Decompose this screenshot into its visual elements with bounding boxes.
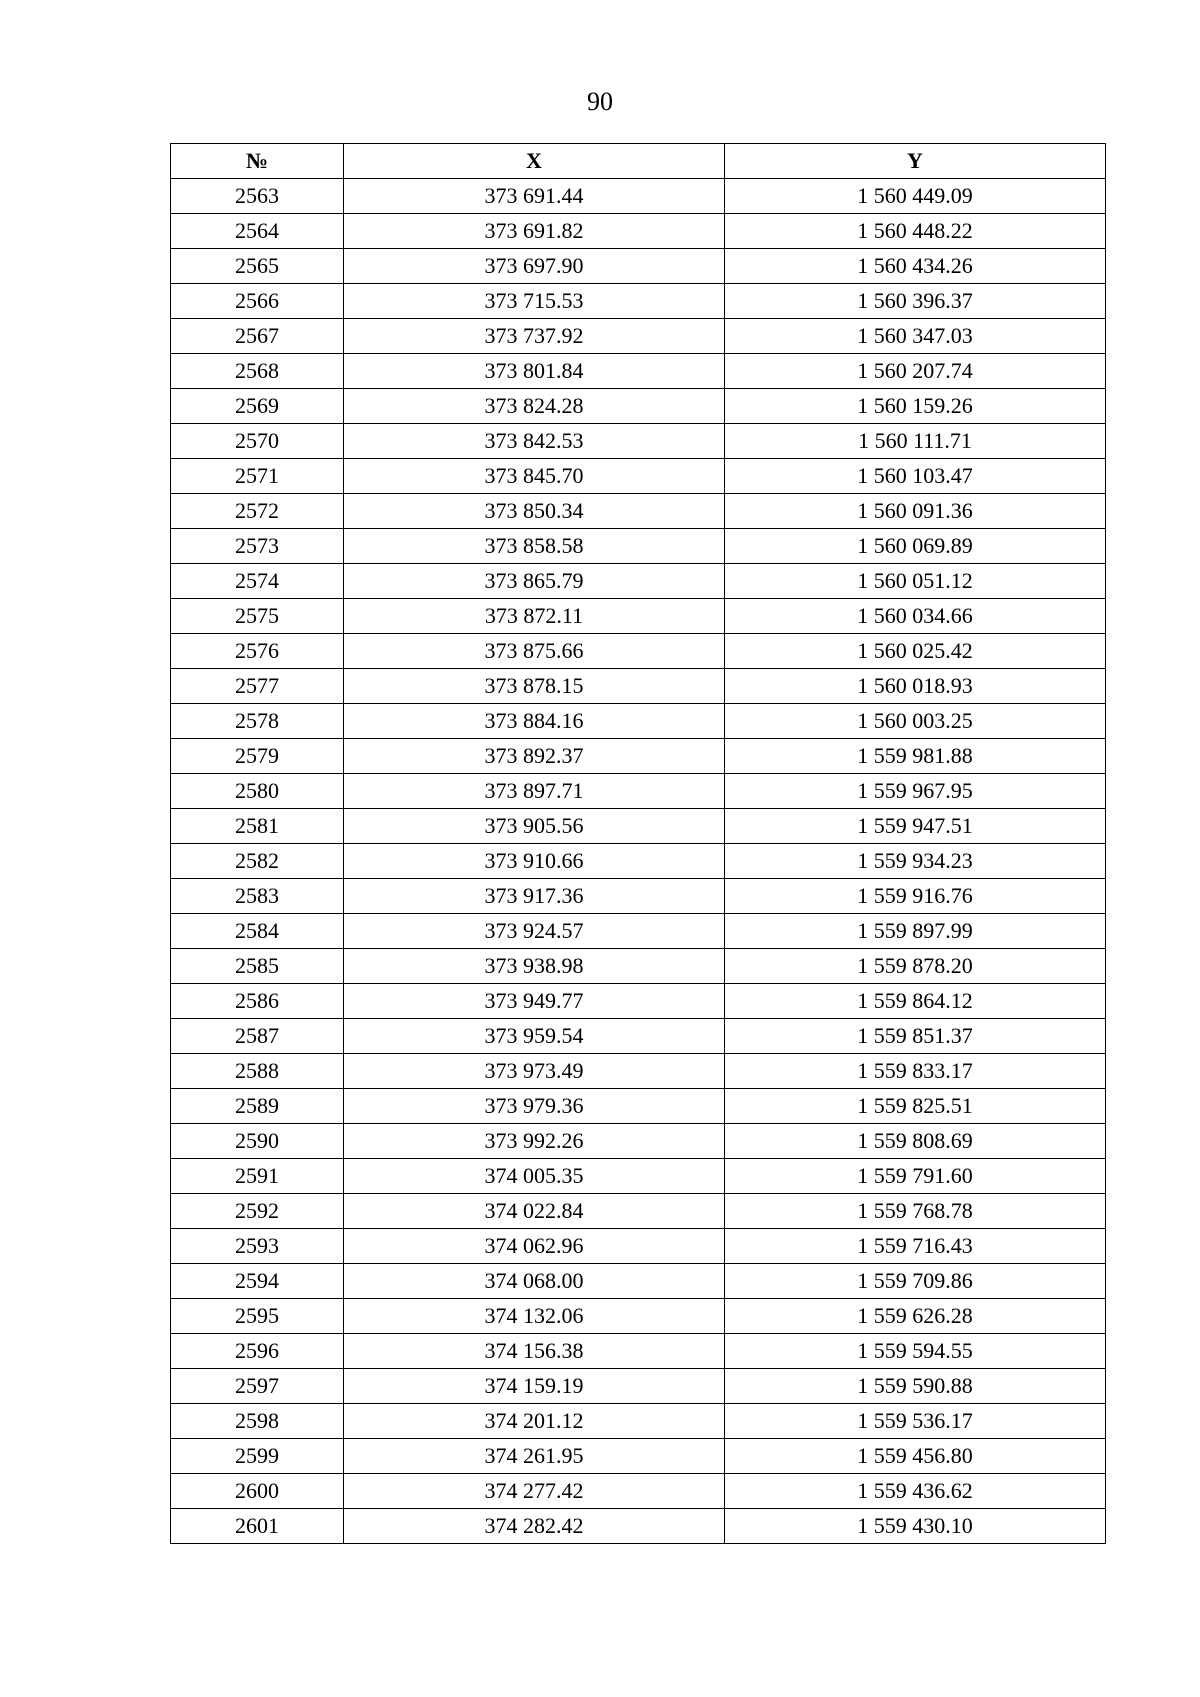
table-row [171,879,1106,914]
table-row [171,1229,1106,1264]
y-coordinate-cell: 1 560 091.36 [725,494,1106,529]
table-row [171,284,1106,319]
table-row [171,1404,1106,1439]
x-coordinate-cell: 374 282.42 [344,1509,725,1544]
point-number-cell: 2570 [171,424,344,459]
x-coordinate-cell: 373 897.71 [344,774,725,809]
x-coordinate-cell: 374 005.35 [344,1159,725,1194]
point-number-cell: 2581 [171,809,344,844]
table-row [171,1194,1106,1229]
x-coordinate-cell: 373 858.58 [344,529,725,564]
y-coordinate-cell: 1 559 791.60 [725,1159,1106,1194]
x-coordinate-cell: 374 062.96 [344,1229,725,1264]
table-row [171,844,1106,879]
x-coordinate-cell: 374 132.06 [344,1299,725,1334]
point-number-cell: 2577 [171,669,344,704]
x-coordinate-cell: 373 910.66 [344,844,725,879]
table-body [171,179,1106,1544]
column-header-number: № [171,144,344,179]
table-row [171,914,1106,949]
point-number-cell: 2580 [171,774,344,809]
y-coordinate-cell: 1 559 864.12 [725,984,1106,1019]
table-row [171,984,1106,1019]
x-coordinate-cell: 373 845.70 [344,459,725,494]
table-row [171,739,1106,774]
table-row [171,564,1106,599]
point-number-cell: 2588 [171,1054,344,1089]
y-coordinate-cell: 1 559 967.95 [725,774,1106,809]
table-row [171,809,1106,844]
y-coordinate-cell: 1 559 594.55 [725,1334,1106,1369]
table-row [171,1334,1106,1369]
table-row [171,1019,1106,1054]
x-coordinate-cell: 373 875.66 [344,634,725,669]
x-coordinate-cell: 373 973.49 [344,1054,725,1089]
point-number-cell: 2564 [171,214,344,249]
table-row [171,214,1106,249]
point-number-cell: 2573 [171,529,344,564]
x-coordinate-cell: 373 850.34 [344,494,725,529]
x-coordinate-cell: 373 959.54 [344,1019,725,1054]
point-number-cell: 2579 [171,739,344,774]
point-number-cell: 2586 [171,984,344,1019]
y-coordinate-cell: 1 560 434.26 [725,249,1106,284]
y-coordinate-cell: 1 560 103.47 [725,459,1106,494]
y-coordinate-cell: 1 559 916.76 [725,879,1106,914]
x-coordinate-cell: 373 949.77 [344,984,725,1019]
x-coordinate-cell: 373 892.37 [344,739,725,774]
y-coordinate-cell: 1 559 808.69 [725,1124,1106,1159]
y-coordinate-cell: 1 559 536.17 [725,1404,1106,1439]
table-row [171,494,1106,529]
point-number-cell: 2591 [171,1159,344,1194]
x-coordinate-cell: 373 917.36 [344,879,725,914]
y-coordinate-cell: 1 559 709.86 [725,1264,1106,1299]
point-number-cell: 2598 [171,1404,344,1439]
table-row [171,1509,1106,1544]
y-coordinate-cell: 1 560 003.25 [725,704,1106,739]
point-number-cell: 2567 [171,319,344,354]
x-coordinate-cell: 373 924.57 [344,914,725,949]
y-coordinate-cell: 1 559 934.23 [725,844,1106,879]
point-number-cell: 2568 [171,354,344,389]
x-coordinate-cell: 373 905.56 [344,809,725,844]
x-coordinate-cell: 373 872.11 [344,599,725,634]
point-number-cell: 2595 [171,1299,344,1334]
x-coordinate-cell: 373 842.53 [344,424,725,459]
x-coordinate-cell: 373 878.15 [344,669,725,704]
table-row [171,319,1106,354]
point-number-cell: 2596 [171,1334,344,1369]
y-coordinate-cell: 1 560 051.12 [725,564,1106,599]
table-row [171,704,1106,739]
point-number-cell: 2578 [171,704,344,739]
point-number-cell: 2599 [171,1439,344,1474]
table-row [171,1089,1106,1124]
x-coordinate-cell: 373 979.36 [344,1089,725,1124]
y-coordinate-cell: 1 559 456.80 [725,1439,1106,1474]
table-header-row [171,144,1106,179]
x-coordinate-cell: 374 201.12 [344,1404,725,1439]
point-number-cell: 2592 [171,1194,344,1229]
point-number-cell: 2597 [171,1369,344,1404]
x-coordinate-cell: 373 737.92 [344,319,725,354]
x-coordinate-cell: 373 801.84 [344,354,725,389]
y-coordinate-cell: 1 559 981.88 [725,739,1106,774]
table-row [171,1439,1106,1474]
table-row [171,1054,1106,1089]
point-number-cell: 2594 [171,1264,344,1299]
y-coordinate-cell: 1 560 018.93 [725,669,1106,704]
table-row [171,1299,1106,1334]
point-number-cell: 2600 [171,1474,344,1509]
point-number-cell: 2572 [171,494,344,529]
table-row [171,1124,1106,1159]
point-number-cell: 2601 [171,1509,344,1544]
x-coordinate-cell: 373 884.16 [344,704,725,739]
table-row [171,1159,1106,1194]
point-number-cell: 2566 [171,284,344,319]
y-coordinate-cell: 1 559 430.10 [725,1509,1106,1544]
point-number-cell: 2590 [171,1124,344,1159]
x-coordinate-cell: 374 156.38 [344,1334,725,1369]
table-row [171,354,1106,389]
y-coordinate-cell: 1 560 069.89 [725,529,1106,564]
table-row [171,179,1106,214]
table-row [171,669,1106,704]
x-coordinate-cell: 373 715.53 [344,284,725,319]
y-coordinate-cell: 1 559 851.37 [725,1019,1106,1054]
point-number-cell: 2575 [171,599,344,634]
y-coordinate-cell: 1 559 626.28 [725,1299,1106,1334]
point-number-cell: 2574 [171,564,344,599]
column-header-x: X [344,144,725,179]
table-row [171,599,1106,634]
table-row [171,529,1106,564]
table-row [171,424,1106,459]
point-number-cell: 2583 [171,879,344,914]
x-coordinate-cell: 373 992.26 [344,1124,725,1159]
y-coordinate-cell: 1 560 025.42 [725,634,1106,669]
y-coordinate-cell: 1 560 111.71 [725,424,1106,459]
x-coordinate-cell: 374 068.00 [344,1264,725,1299]
y-coordinate-cell: 1 560 449.09 [725,179,1106,214]
x-coordinate-cell: 374 261.95 [344,1439,725,1474]
y-coordinate-cell: 1 560 396.37 [725,284,1106,319]
y-coordinate-cell: 1 559 768.78 [725,1194,1106,1229]
y-coordinate-cell: 1 559 825.51 [725,1089,1106,1124]
y-coordinate-cell: 1 560 347.03 [725,319,1106,354]
column-header-y: Y [725,144,1106,179]
x-coordinate-cell: 373 938.98 [344,949,725,984]
page-number: 90 [587,87,613,116]
table-row [171,249,1106,284]
point-number-cell: 2589 [171,1089,344,1124]
x-coordinate-cell: 373 691.44 [344,179,725,214]
coordinates-table [170,143,1106,1544]
x-coordinate-cell: 373 824.28 [344,389,725,424]
point-number-cell: 2582 [171,844,344,879]
x-coordinate-cell: 374 159.19 [344,1369,725,1404]
point-number-cell: 2569 [171,389,344,424]
point-number-cell: 2593 [171,1229,344,1264]
table-row [171,774,1106,809]
y-coordinate-cell: 1 560 207.74 [725,354,1106,389]
table-row [171,1264,1106,1299]
point-number-cell: 2587 [171,1019,344,1054]
table-row [171,1474,1106,1509]
table-row [171,634,1106,669]
point-number-cell: 2584 [171,914,344,949]
y-coordinate-cell: 1 559 833.17 [725,1054,1106,1089]
table-row [171,949,1106,984]
y-coordinate-cell: 1 559 897.99 [725,914,1106,949]
x-coordinate-cell: 373 691.82 [344,214,725,249]
x-coordinate-cell: 373 697.90 [344,249,725,284]
y-coordinate-cell: 1 560 448.22 [725,214,1106,249]
y-coordinate-cell: 1 560 034.66 [725,599,1106,634]
y-coordinate-cell: 1 559 436.62 [725,1474,1106,1509]
point-number-cell: 2563 [171,179,344,214]
point-number-cell: 2585 [171,949,344,984]
y-coordinate-cell: 1 560 159.26 [725,389,1106,424]
table-row [171,459,1106,494]
point-number-cell: 2571 [171,459,344,494]
table-row [171,1369,1106,1404]
point-number-cell: 2565 [171,249,344,284]
x-coordinate-cell: 374 022.84 [344,1194,725,1229]
y-coordinate-cell: 1 559 590.88 [725,1369,1106,1404]
point-number-cell: 2576 [171,634,344,669]
x-coordinate-cell: 373 865.79 [344,564,725,599]
y-coordinate-cell: 1 559 878.20 [725,949,1106,984]
y-coordinate-cell: 1 559 716.43 [725,1229,1106,1264]
y-coordinate-cell: 1 559 947.51 [725,809,1106,844]
table-row [171,389,1106,424]
x-coordinate-cell: 374 277.42 [344,1474,725,1509]
